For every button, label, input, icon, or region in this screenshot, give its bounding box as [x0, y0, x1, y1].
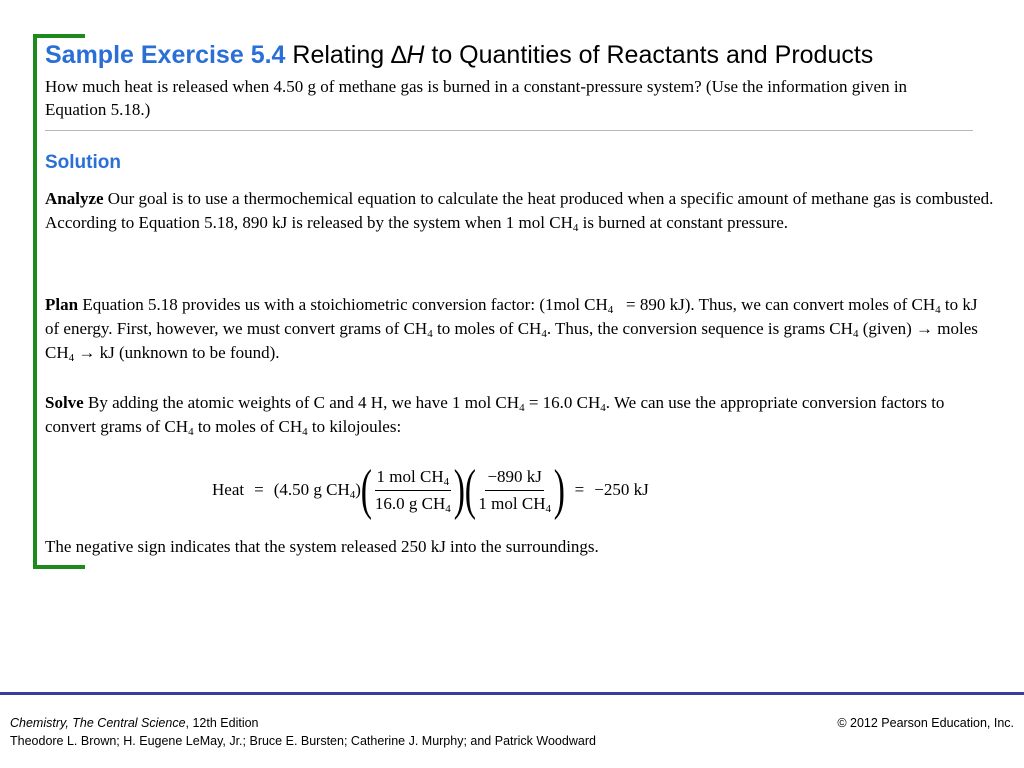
footer-rule: [0, 692, 1024, 695]
solve-text: . We can use the appropriate conversion factors to convert grams of CH: [45, 393, 945, 436]
subscript: 4: [349, 489, 356, 501]
conversion-factor-1: [372, 467, 455, 514]
analyze-text: is burned at constant pressure.: [578, 213, 788, 232]
subscript: 4: [541, 328, 547, 340]
footer-authors: Theodore L. Brown; H. Eugene LeMay, Jr.; Bruce E. Bursten; Catherine J. Murphy; and Patrick Woodward: [10, 734, 596, 748]
numerator-text: 1 mol CH: [376, 466, 444, 486]
analyze-paragraph: [45, 187, 995, 235]
title-post: to Quantities of Reactants and Products: [424, 41, 874, 69]
subscript: 4: [519, 402, 525, 414]
term-text: ): [355, 480, 361, 499]
footer-copyright: © 2012 Pearson Education, Inc.: [837, 716, 1014, 730]
question-text: How much heat is released when 4.50 g of methane gas is burned in a constant-pressure system? (Use the information given in Equation 5.18.): [45, 77, 908, 119]
subscript: 4: [852, 328, 859, 340]
book-edition: , 12th Edition: [185, 716, 259, 730]
subscript: 4: [572, 222, 579, 234]
solve-text: to kilojoules:: [307, 417, 402, 436]
analyze-label: Analyze: [45, 189, 104, 208]
divider: [45, 130, 973, 131]
exercise-label: Sample Exercise 5.4: [45, 41, 286, 69]
subscript: 4: [935, 304, 941, 316]
fraction-denominator: [478, 491, 551, 514]
plan-text: to moles of CH: [432, 319, 542, 338]
solution-heading: Solution: [45, 152, 121, 173]
open-paren: (: [360, 459, 372, 521]
subscript: 4: [545, 502, 551, 515]
equation-lhs: Heat: [212, 480, 245, 499]
plan-paragraph: [45, 293, 995, 365]
subscript: 4: [68, 352, 75, 364]
denominator-text: 1 mol CH: [478, 493, 546, 513]
solve-text: By adding the atomic weights of C and 4 H, we have 1 mol CH: [83, 393, 520, 412]
title-pre: Relating: [285, 41, 392, 69]
solve-text: = 16.0 CH: [524, 393, 601, 412]
heat-equation: [212, 458, 649, 522]
close-paren: ): [453, 459, 466, 521]
subscript: 4: [445, 502, 451, 515]
conclusion-text: The negative sign indicates that the system released 250 kJ into the surroundings.: [45, 537, 599, 556]
equation-equals: =: [254, 480, 264, 499]
equation-result: −250 kJ: [594, 480, 649, 499]
fraction-denominator: [375, 491, 451, 514]
subscript: 4: [443, 475, 450, 488]
fraction-numerator: −890 kJ: [485, 467, 543, 491]
plan-text: → kJ (unknown to be found).: [74, 343, 280, 362]
subscript: 4: [600, 402, 606, 414]
solve-text: to moles of CH: [193, 417, 303, 436]
denominator-text: 16.0 g CH: [374, 493, 446, 513]
title-h: H: [406, 41, 425, 69]
subscript: 4: [302, 426, 308, 438]
open-paren: (: [464, 459, 476, 521]
close-paren: ): [553, 459, 565, 521]
plan-text: = 890 kJ). Thus, we can convert moles of CH: [613, 295, 936, 314]
analyze-text: Our goal is to use a thermochemical equation to calculate the heat produced when a specific amount of methane gas is combusted. According to Equation 5.18, 890 kJ is released by the system when 1 mol CH: [45, 189, 994, 232]
footer: [10, 714, 1014, 750]
title-delta: ∆: [391, 41, 407, 69]
solve-label: Solve: [45, 393, 84, 412]
plan-text: Equation 5.18 provides us with a stoichiometric conversion factor: (1mol CH: [78, 295, 608, 314]
book-title: Chemistry, The Central Science: [10, 716, 186, 730]
equation-term: [274, 480, 361, 500]
subscript: 4: [188, 426, 194, 438]
plan-text: to kJ of energy. First, however, we must convert grams of CH: [45, 295, 978, 338]
fraction-numerator: [375, 467, 452, 491]
plan-text: . Thus, the conversion sequence is grams CH: [546, 319, 853, 338]
subscript: 4: [427, 328, 433, 340]
subscript: 4: [607, 304, 614, 316]
equation-equals: =: [574, 480, 585, 499]
conversion-factor-2: [475, 467, 554, 514]
plan-text: (given) → moles CH: [45, 319, 978, 362]
slide-title: [45, 38, 873, 72]
term-text: (4.50 g CH: [273, 480, 350, 499]
plan-label: Plan: [45, 295, 79, 314]
solve-paragraph: [45, 391, 995, 439]
